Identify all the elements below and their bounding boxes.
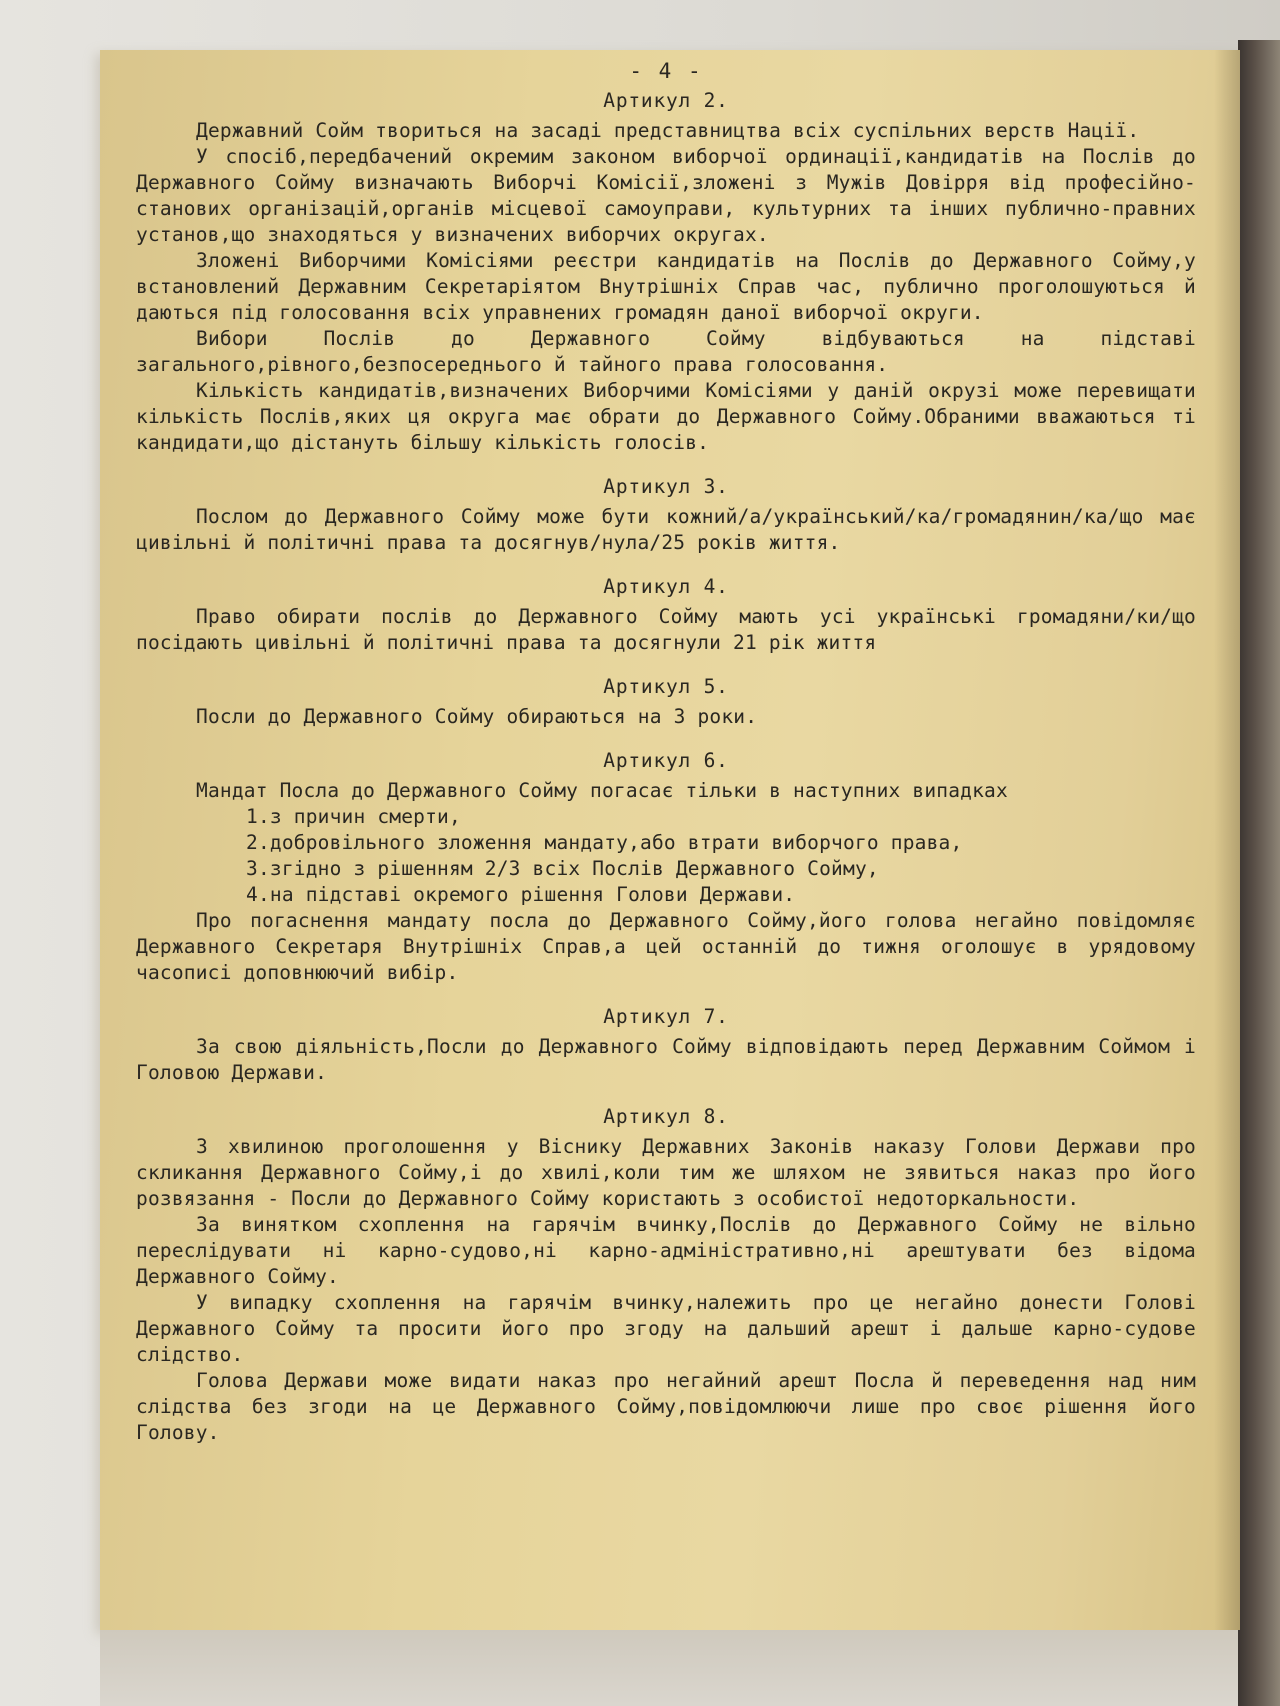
article-8-heading: Артикул 8. xyxy=(603,1105,729,1128)
article-2-paragraph: Зложені Виборчими Комісіями реєстри кандидатів на Послів до Державного Сойму,у встановлений Державним Секретаріятом Внутрішніх Справ час, публично проголошуються й даються під голосовання всіх управнених громадян даної виборчої округи. xyxy=(136,249,1196,324)
article-5-heading: Артикул 5. xyxy=(603,675,729,698)
article-4-heading: Артикул 4. xyxy=(603,575,729,598)
article-8-paragraph: За винятком схоплення на гарячім вчинку,Послів до Державного Сойму не вільно переслідувати ні карно-судово,ні карно-адміністративно,ні арештувати без відома Державного Сойму. xyxy=(136,1213,1196,1288)
article-6-item: 3.згідно з рішенням 2/3 всіх Послів Державного Сойму, xyxy=(246,857,879,880)
article-6-item: 2.добровільного зложення мандату,або втрати виборчого права, xyxy=(246,831,963,854)
article-8-paragraph: Голова Держави може видати наказ про негайний арешт Посла й переведення над ним слідства без згоди на це Державного Сойму,повідомлюючи лише про своє рішення його Голову. xyxy=(136,1369,1196,1444)
typewritten-page xyxy=(100,50,1240,1630)
article-8-paragraph: У випадку схоплення на гарячім вчинку,належить про це негайно донести Голові Державного Сойму та просити його про згоду на дальший арешт і дальше карно-судове слідство. xyxy=(136,1291,1196,1366)
article-6-item: 1.з причин смерти, xyxy=(246,805,461,828)
article-3-paragraph: Послом до Державного Сойму може бути кожний/а/український/ка/громадянин/ка/що має цивільні й політичні права та досягнув/нула/25 років життя. xyxy=(136,505,1196,554)
article-6-item: 4.на підставі окремого рішення Голови Держави. xyxy=(246,883,796,906)
article-7-paragraph: За свою діяльність,Посли до Державного Сойму відповідають перед Державним Соймом і Головою Держави. xyxy=(136,1035,1196,1084)
article-4-paragraph: Право обирати послів до Державного Сойму мають усі українські громадяни/ки/що посідають цивільні й політичні права та досягнули 21 рік життя xyxy=(136,605,1196,654)
article-5-paragraph: Посли до Державного Сойму обираються на 3 роки. xyxy=(196,705,758,728)
article-7-heading: Артикул 7. xyxy=(603,1005,729,1028)
article-6-heading: Артикул 6. xyxy=(603,749,729,772)
article-2-paragraph: Вибори Послів до Державного Сойму відбуваються на підставі загального,рівного,безпосереднього й тайного права голосовання. xyxy=(136,327,1196,376)
article-2-paragraph: Державний Сойм твориться на засаді представництва всіх суспільних верств Нації. xyxy=(196,119,1140,142)
table-surface xyxy=(100,1630,1240,1706)
article-2-paragraph: У спосіб,передбачений окремим законом виборчої ординації,кандидатів на Послів до Державного Сойму визначають Виборчі Комісії,зложені з Мужів Довірря від професійно-станових організацій,органів місцевої самоуправи, культурних та інших публично-правних установ,що знаходяться у визначених виборчих округах. xyxy=(136,145,1196,246)
article-3-heading: Артикул 3. xyxy=(603,475,729,498)
article-6-intro: Мандат Посла до Державного Сойму погасає тільки в наступних випадках xyxy=(196,779,1008,802)
article-2-paragraph: Кількість кандидатів,визначених Виборчими Комісіями у даній окрузі може перевищати кількість Послів,яких ця округа має обрати до Державного Сойму.Обраними вважаються ті кандидати,що дістануть більшу кількість голосів. xyxy=(136,379,1196,454)
page-content xyxy=(136,58,1196,1446)
article-2-heading: Артикул 2. xyxy=(603,89,729,112)
article-6-paragraph: Про погаснення мандату посла до Державного Сойму,його голова негайно повідомляє Державного Секретаря Внутрішніх Справ,а цей останній до тижня оголошує в урядовому часописі доповнюючий вибір. xyxy=(136,909,1196,984)
page-number: - 4 - xyxy=(629,59,703,83)
article-8-paragraph: З хвилиною проголошення у Віснику Державних Законів наказу Голови Держави про скликання Державного Сойму,і до хвилі,коли тим же шляхом не зявиться наказ про його розвязання - Посли до Державного Сойму користають з особистої недоторкальности. xyxy=(136,1135,1196,1210)
adjacent-page-edge xyxy=(1238,40,1280,1706)
